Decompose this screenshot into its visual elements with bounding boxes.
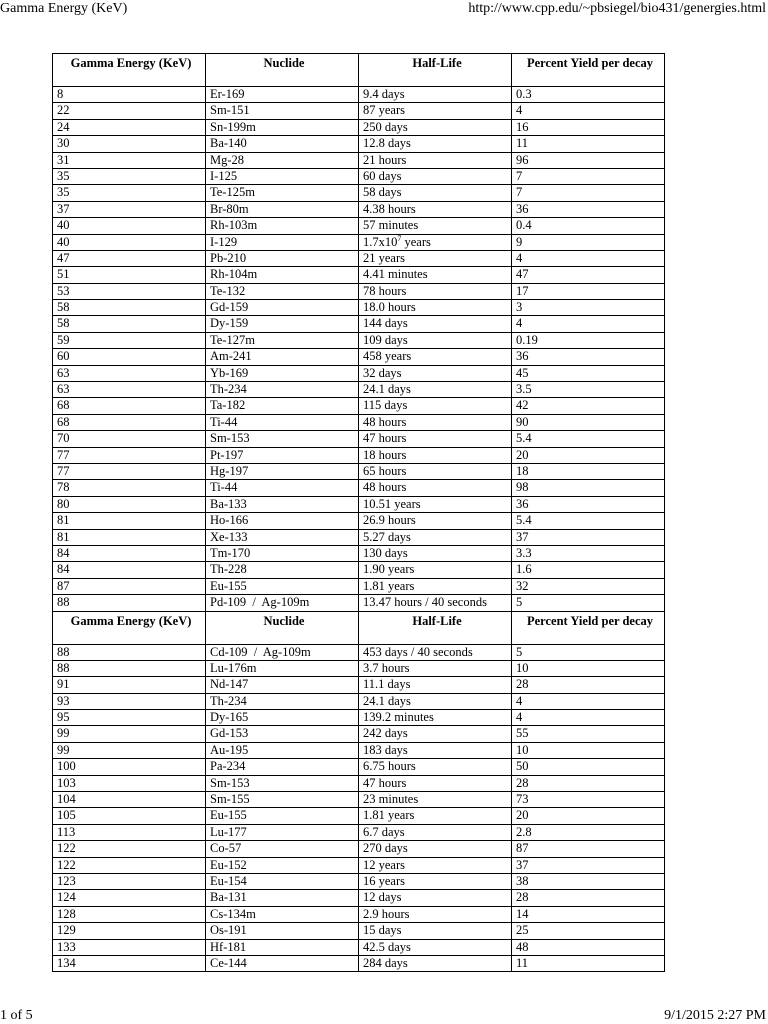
- energy-cell: 70: [53, 431, 206, 447]
- yield-cell: 28: [512, 775, 665, 791]
- half-life-cell: 3.7 hours: [359, 660, 512, 676]
- yield-cell: 28: [512, 890, 665, 906]
- half-life-cell: 10.51 years: [359, 496, 512, 512]
- table-row: [53, 955, 665, 971]
- yield-cell: 36: [512, 496, 665, 512]
- half-life-cell: 115 days: [359, 398, 512, 414]
- energy-cell: 122: [53, 857, 206, 873]
- yield-cell: 1.6: [512, 562, 665, 578]
- energy-cell: 31: [53, 152, 206, 168]
- half-life-cell: 47 hours: [359, 775, 512, 791]
- nuclide-cell: Xe-133: [206, 529, 359, 545]
- energy-cell: 58: [53, 316, 206, 332]
- half-life-cell: 21 hours: [359, 152, 512, 168]
- half-life-cell: 57 minutes: [359, 218, 512, 234]
- nuclide-cell: I-129: [206, 234, 359, 250]
- nuclide-cell: Te-132: [206, 283, 359, 299]
- nuclide-cell: Sn-199m: [206, 119, 359, 135]
- half-life-cell: 9.4 days: [359, 87, 512, 103]
- energy-cell: 88: [53, 595, 206, 611]
- yield-cell: 55: [512, 726, 665, 742]
- energy-cell: 60: [53, 349, 206, 365]
- energy-cell: 99: [53, 742, 206, 758]
- half-life-cell: 60 days: [359, 168, 512, 184]
- half-life-cell: 1.90 years: [359, 562, 512, 578]
- half-life-cell: 13.47 hours / 40 seconds: [359, 595, 512, 611]
- nuclide-cell: Gd-159: [206, 300, 359, 316]
- energy-cell: 53: [53, 283, 206, 299]
- table-row: [53, 759, 665, 775]
- table-row: [53, 398, 665, 414]
- yield-cell: 17: [512, 283, 665, 299]
- nuclide-cell: Am-241: [206, 349, 359, 365]
- yield-cell: 38: [512, 873, 665, 889]
- yield-cell: 42: [512, 398, 665, 414]
- yield-cell: 3.5: [512, 382, 665, 398]
- table-row: [53, 136, 665, 152]
- nuclide-cell: Er-169: [206, 87, 359, 103]
- yield-cell: 5: [512, 595, 665, 611]
- half-life-cell: 284 days: [359, 955, 512, 971]
- energy-cell: 68: [53, 414, 206, 430]
- table-row: [53, 906, 665, 922]
- header-energy: Gamma Energy (KeV): [53, 611, 206, 644]
- half-life-cell: 65 hours: [359, 463, 512, 479]
- table-row: [53, 873, 665, 889]
- table-row: [53, 316, 665, 332]
- table-row: [53, 923, 665, 939]
- table-row: [53, 349, 665, 365]
- half-life-cell: 15 days: [359, 923, 512, 939]
- half-life-cell: 24.1 days: [359, 693, 512, 709]
- nuclide-cell: Gd-153: [206, 726, 359, 742]
- half-life-cell: [359, 234, 512, 250]
- table-row: [53, 480, 665, 496]
- half-life-cell: 1.81 years: [359, 808, 512, 824]
- nuclide-cell: Eu-155: [206, 578, 359, 594]
- yield-cell: 16: [512, 119, 665, 135]
- half-life-cell: 87 years: [359, 103, 512, 119]
- yield-cell: 5: [512, 644, 665, 660]
- page-footer-page: 1 of 5: [0, 1008, 33, 1023]
- half-life-cell: 4.38 hours: [359, 201, 512, 217]
- nuclide-cell: Rh-104m: [206, 267, 359, 283]
- table-row: [53, 677, 665, 693]
- half-life-cell: 130 days: [359, 545, 512, 561]
- half-life-cell: 26.9 hours: [359, 513, 512, 529]
- energy-cell: 40: [53, 218, 206, 234]
- half-life-cell: 270 days: [359, 841, 512, 857]
- yield-cell: 4: [512, 316, 665, 332]
- energy-cell: 30: [53, 136, 206, 152]
- yield-cell: 11: [512, 955, 665, 971]
- yield-cell: 36: [512, 349, 665, 365]
- table-row: [53, 562, 665, 578]
- energy-cell: 35: [53, 185, 206, 201]
- table-row: [53, 283, 665, 299]
- energy-cell: 88: [53, 644, 206, 660]
- table-row: [53, 414, 665, 430]
- half-life-cell: 1.81 years: [359, 578, 512, 594]
- nuclide-cell: Hf-181: [206, 939, 359, 955]
- yield-cell: 7: [512, 168, 665, 184]
- yield-cell: 0.4: [512, 218, 665, 234]
- yield-cell: 73: [512, 792, 665, 808]
- energy-cell: 77: [53, 447, 206, 463]
- half-life-cell: 16 years: [359, 873, 512, 889]
- table-row: [53, 152, 665, 168]
- yield-cell: 11: [512, 136, 665, 152]
- header-half-life: Half-Life: [359, 54, 512, 87]
- half-life-cell: 11.1 days: [359, 677, 512, 693]
- nuclide-cell: Ba-131: [206, 890, 359, 906]
- nuclide-cell: Pa-234: [206, 759, 359, 775]
- table-row: [53, 463, 665, 479]
- yield-cell: 10: [512, 660, 665, 676]
- table-row: [53, 529, 665, 545]
- header-yield: Percent Yield per decay: [512, 611, 665, 644]
- nuclide-cell: Ba-140: [206, 136, 359, 152]
- half-life-cell: 2.9 hours: [359, 906, 512, 922]
- energy-cell: 128: [53, 906, 206, 922]
- nuclide-cell: Sm-155: [206, 792, 359, 808]
- half-life-cell: 18.0 hours: [359, 300, 512, 316]
- half-life-cell: 453 days / 40 seconds: [359, 644, 512, 660]
- energy-cell: 59: [53, 332, 206, 348]
- half-life-cell: 250 days: [359, 119, 512, 135]
- half-life-cell: 48 hours: [359, 414, 512, 430]
- yield-cell: 0.3: [512, 87, 665, 103]
- yield-cell: 98: [512, 480, 665, 496]
- nuclide-cell: Ti-44: [206, 414, 359, 430]
- nuclide-cell: Eu-155: [206, 808, 359, 824]
- yield-cell: 37: [512, 529, 665, 545]
- nuclide-cell: Rh-103m: [206, 218, 359, 234]
- header-half-life: Half-Life: [359, 611, 512, 644]
- yield-cell: 28: [512, 677, 665, 693]
- nuclide-cell: Co-57: [206, 841, 359, 857]
- header-nuclide: Nuclide: [206, 611, 359, 644]
- table-row: [53, 726, 665, 742]
- nuclide-cell: Eu-154: [206, 873, 359, 889]
- table-row: [53, 332, 665, 348]
- yield-cell: 2.8: [512, 824, 665, 840]
- yield-cell: 4: [512, 693, 665, 709]
- half-life-cell: 242 days: [359, 726, 512, 742]
- nuclide-cell: Ta-182: [206, 398, 359, 414]
- energy-cell: 37: [53, 201, 206, 217]
- table-row: [53, 545, 665, 561]
- table-row: [53, 250, 665, 266]
- table-row: [53, 939, 665, 955]
- energy-cell: 113: [53, 824, 206, 840]
- energy-cell: 78: [53, 480, 206, 496]
- table-row: [53, 595, 665, 611]
- yield-cell: 4: [512, 250, 665, 266]
- table-row: [53, 857, 665, 873]
- half-life-cell: 6.75 hours: [359, 759, 512, 775]
- half-life-cell: 48 hours: [359, 480, 512, 496]
- page-header-url: http://www.cpp.edu/~pbsiegel/bio431/genergies.html: [468, 1, 766, 16]
- table-row: [53, 710, 665, 726]
- table-row: [53, 775, 665, 791]
- table-row: [53, 168, 665, 184]
- energy-cell: 99: [53, 726, 206, 742]
- half-life-unit: years: [401, 234, 431, 249]
- yield-cell: 3.3: [512, 545, 665, 561]
- nuclide-cell: Dy-159: [206, 316, 359, 332]
- table-row: [53, 382, 665, 398]
- header-yield: Percent Yield per decay: [512, 54, 665, 87]
- nuclide-cell: Lu-177: [206, 824, 359, 840]
- nuclide-cell: Hg-197: [206, 463, 359, 479]
- nuclide-cell: Te-127m: [206, 332, 359, 348]
- yield-cell: 18: [512, 463, 665, 479]
- energy-cell: 84: [53, 562, 206, 578]
- nuclide-cell: Nd-147: [206, 677, 359, 693]
- energy-cell: 24: [53, 119, 206, 135]
- half-life-cell: 144 days: [359, 316, 512, 332]
- half-life-cell: 58 days: [359, 185, 512, 201]
- yield-cell: 36: [512, 201, 665, 217]
- nuclide-cell: Ce-144: [206, 955, 359, 971]
- nuclide-cell: Sm-151: [206, 103, 359, 119]
- energy-cell: 123: [53, 873, 206, 889]
- yield-cell: 9: [512, 234, 665, 250]
- energy-cell: 51: [53, 267, 206, 283]
- half-life-cell: 183 days: [359, 742, 512, 758]
- yield-cell: 4: [512, 103, 665, 119]
- table-row: [53, 792, 665, 808]
- yield-cell: 32: [512, 578, 665, 594]
- energy-cell: 22: [53, 103, 206, 119]
- yield-cell: 10: [512, 742, 665, 758]
- gamma-table-body: [53, 54, 665, 972]
- nuclide-cell: Te-125m: [206, 185, 359, 201]
- yield-cell: 37: [512, 857, 665, 873]
- half-life-cell: 139.2 minutes: [359, 710, 512, 726]
- nuclide-cell: Th-234: [206, 382, 359, 398]
- half-life-cell: 12 days: [359, 890, 512, 906]
- energy-cell: 103: [53, 775, 206, 791]
- table-row: [53, 496, 665, 512]
- energy-cell: 81: [53, 513, 206, 529]
- table-row: [53, 660, 665, 676]
- table-row: [53, 185, 665, 201]
- yield-cell: 7: [512, 185, 665, 201]
- table-row: [53, 300, 665, 316]
- energy-cell: 58: [53, 300, 206, 316]
- half-life-cell: 12.8 days: [359, 136, 512, 152]
- nuclide-cell: Sm-153: [206, 775, 359, 791]
- yield-cell: 90: [512, 414, 665, 430]
- energy-cell: 104: [53, 792, 206, 808]
- nuclide-cell: Pt-197: [206, 447, 359, 463]
- header-nuclide: Nuclide: [206, 54, 359, 87]
- table-row: [53, 841, 665, 857]
- nuclide-cell: I-125: [206, 168, 359, 184]
- table-row: [53, 431, 665, 447]
- energy-cell: 81: [53, 529, 206, 545]
- half-life-cell: 42.5 days: [359, 939, 512, 955]
- nuclide-cell: Au-195: [206, 742, 359, 758]
- energy-cell: 87: [53, 578, 206, 594]
- table-row: [53, 824, 665, 840]
- energy-cell: 133: [53, 939, 206, 955]
- half-life-cell: 4.41 minutes: [359, 267, 512, 283]
- energy-cell: 77: [53, 463, 206, 479]
- nuclide-cell: Br-80m: [206, 201, 359, 217]
- energy-cell: 8: [53, 87, 206, 103]
- nuclide-cell: Eu-152: [206, 857, 359, 873]
- nuclide-cell: Yb-169: [206, 365, 359, 381]
- energy-cell: 93: [53, 693, 206, 709]
- table-row: [53, 119, 665, 135]
- energy-cell: 88: [53, 660, 206, 676]
- half-life-cell: 18 hours: [359, 447, 512, 463]
- energy-cell: 80: [53, 496, 206, 512]
- half-life-cell: 78 hours: [359, 283, 512, 299]
- yield-cell: 47: [512, 267, 665, 283]
- table-row: [53, 201, 665, 217]
- nuclide-cell: Ho-166: [206, 513, 359, 529]
- energy-cell: 84: [53, 545, 206, 561]
- energy-cell: 124: [53, 890, 206, 906]
- half-life-cell: 6.7 days: [359, 824, 512, 840]
- yield-cell: 96: [512, 152, 665, 168]
- energy-cell: 105: [53, 808, 206, 824]
- half-life-cell: 458 years: [359, 349, 512, 365]
- energy-cell: 63: [53, 365, 206, 381]
- nuclide-cell: Dy-165: [206, 710, 359, 726]
- nuclide-cell: Mg-28: [206, 152, 359, 168]
- nuclide-cell: Th-234: [206, 693, 359, 709]
- table-row: [53, 578, 665, 594]
- energy-cell: 40: [53, 234, 206, 250]
- nuclide-cell: Ti-44: [206, 480, 359, 496]
- table-row: [53, 447, 665, 463]
- energy-cell: 63: [53, 382, 206, 398]
- page-header-title: Gamma Energy (KeV): [0, 1, 128, 16]
- half-life-cell: 23 minutes: [359, 792, 512, 808]
- half-life-cell: 5.27 days: [359, 529, 512, 545]
- energy-cell: 122: [53, 841, 206, 857]
- nuclide-cell: Pb-210: [206, 250, 359, 266]
- table-header-row: [53, 611, 665, 644]
- energy-cell: 95: [53, 710, 206, 726]
- half-life-cell: 109 days: [359, 332, 512, 348]
- yield-cell: 25: [512, 923, 665, 939]
- yield-cell: 50: [512, 759, 665, 775]
- nuclide-cell: Pd-109 / Ag-109m: [206, 595, 359, 611]
- nuclide-cell: Cs-134m: [206, 906, 359, 922]
- nuclide-cell: Ba-133: [206, 496, 359, 512]
- yield-cell: 0.19: [512, 332, 665, 348]
- table-row: [53, 365, 665, 381]
- table-row: [53, 693, 665, 709]
- half-life-exponent: 7: [397, 234, 402, 243]
- nuclide-cell: Th-228: [206, 562, 359, 578]
- table-row: [53, 742, 665, 758]
- table-row: [53, 890, 665, 906]
- yield-cell: 5.4: [512, 513, 665, 529]
- table-row: [53, 87, 665, 103]
- half-life-cell: 21 years: [359, 250, 512, 266]
- energy-cell: 100: [53, 759, 206, 775]
- page-footer-datetime: 9/1/2015 2:27 PM: [664, 1008, 766, 1023]
- yield-cell: 87: [512, 841, 665, 857]
- nuclide-cell: Lu-176m: [206, 660, 359, 676]
- half-life-cell: 47 hours: [359, 431, 512, 447]
- table-row: [53, 808, 665, 824]
- table-row: [53, 234, 665, 250]
- table-header-row: [53, 54, 665, 87]
- yield-cell: 5.4: [512, 431, 665, 447]
- yield-cell: 14: [512, 906, 665, 922]
- table-row: [53, 644, 665, 660]
- nuclide-cell: Tm-170: [206, 545, 359, 561]
- nuclide-cell: Os-191: [206, 923, 359, 939]
- header-energy: Gamma Energy (KeV): [53, 54, 206, 87]
- yield-cell: 20: [512, 447, 665, 463]
- nuclide-cell: Cd-109 / Ag-109m: [206, 644, 359, 660]
- table-row: [53, 103, 665, 119]
- yield-cell: 45: [512, 365, 665, 381]
- half-life-cell: 32 days: [359, 365, 512, 381]
- energy-cell: 91: [53, 677, 206, 693]
- gamma-energy-table: [52, 53, 665, 972]
- table-row: [53, 513, 665, 529]
- half-life-cell: 12 years: [359, 857, 512, 873]
- energy-cell: 129: [53, 923, 206, 939]
- energy-cell: 35: [53, 168, 206, 184]
- energy-cell: 134: [53, 955, 206, 971]
- half-life-cell: 24.1 days: [359, 382, 512, 398]
- yield-cell: 3: [512, 300, 665, 316]
- yield-cell: 20: [512, 808, 665, 824]
- energy-cell: 47: [53, 250, 206, 266]
- half-life-base: 1.7x10: [363, 234, 398, 249]
- energy-cell: 68: [53, 398, 206, 414]
- yield-cell: 4: [512, 710, 665, 726]
- yield-cell: 48: [512, 939, 665, 955]
- nuclide-cell: Sm-153: [206, 431, 359, 447]
- table-row: [53, 218, 665, 234]
- table-row: [53, 267, 665, 283]
